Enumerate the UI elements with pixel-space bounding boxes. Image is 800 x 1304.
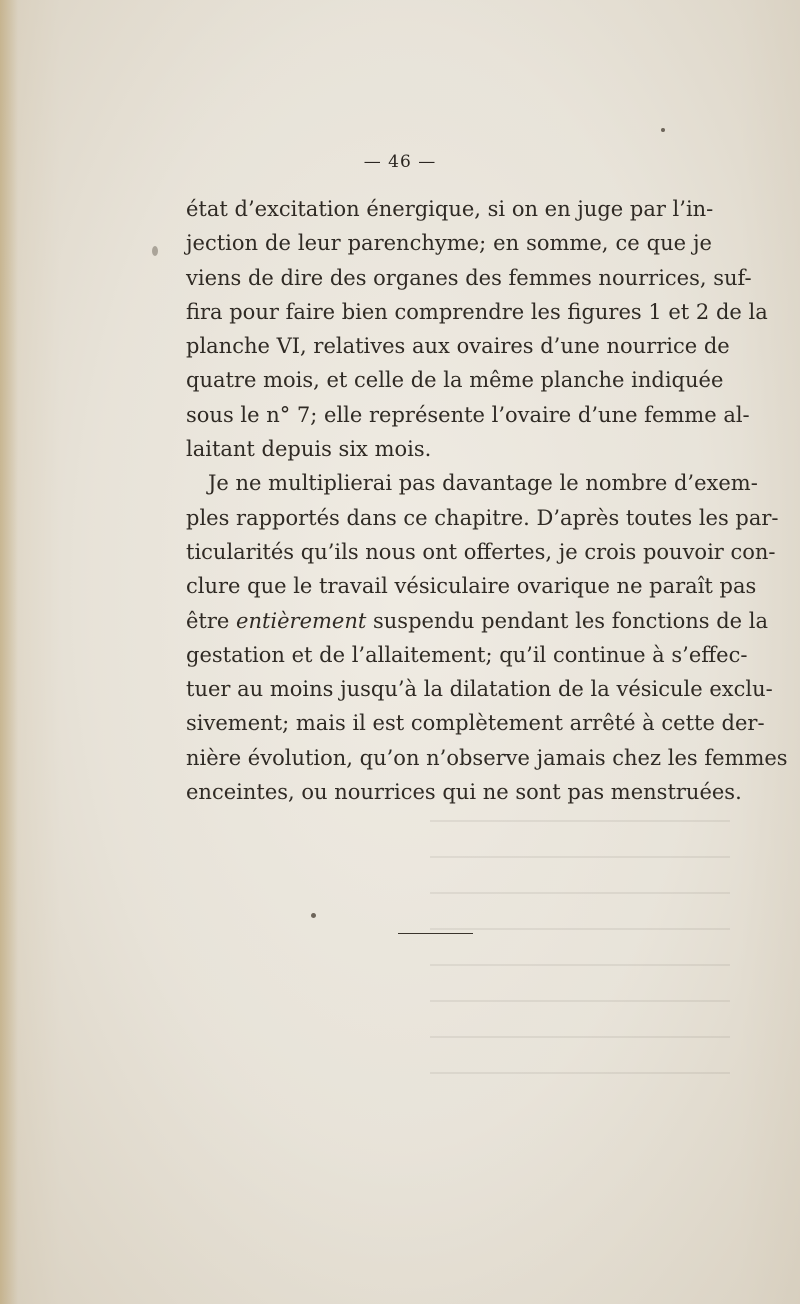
paper-speck xyxy=(661,128,665,132)
section-divider xyxy=(398,933,473,934)
page-edge-shadow xyxy=(0,0,18,1304)
text-line: fira pour faire bien comprendre les figures 1 et 2 de la xyxy=(186,299,768,324)
text-line: être entièrement suspendu pendant les fonctions de la xyxy=(186,608,768,633)
text-line: gestation et de l’allaitement; qu’il continue à s’effec- xyxy=(186,642,748,667)
text-line: tuer au moins jusqu’à la dilatation de la vésicule exclu- xyxy=(186,677,773,702)
text-line: sous le n° 7; elle représente l’ovaire d’une femme al- xyxy=(186,402,750,427)
text-line: laitant depuis six mois. xyxy=(186,437,432,462)
paper-speck xyxy=(152,246,158,256)
text-line: jection de leur parenchyme; en somme, ce que je xyxy=(186,231,712,256)
paper-speck xyxy=(311,913,316,918)
text-line: sivement; mais il est complètement arrêté à cette der- xyxy=(186,711,765,736)
text-line: nière évolution, qu’on n’observe jamais chez les femmes xyxy=(186,745,788,770)
text-line: quatre mois, et celle de la même planche indiquée xyxy=(186,368,724,393)
show-through-text xyxy=(430,820,730,1100)
body-text xyxy=(186,192,788,809)
text-line: Je ne multiplierai pas davantage le nombre d’exem- xyxy=(208,471,758,496)
page-number: — 46 — xyxy=(363,152,437,172)
text-line: ticularités qu’ils nous ont offertes, je crois pouvoir con- xyxy=(186,539,776,564)
text-line: clure que le travail vésiculaire ovarique ne paraît pas xyxy=(186,574,757,599)
text-line: enceintes, ou nourrices qui ne sont pas menstruées. xyxy=(186,780,742,805)
text-line: viens de dire des organes des femmes nourrices, suf- xyxy=(186,265,752,290)
emphasis: entièrement xyxy=(236,608,367,633)
text-line: planche VI, relatives aux ovaires d’une nourrice de xyxy=(186,334,730,359)
text-line: ples rapportés dans ce chapitre. D’après toutes les par- xyxy=(186,505,779,530)
text-line: état d’excitation énergique, si on en juge par l’in- xyxy=(186,197,714,221)
